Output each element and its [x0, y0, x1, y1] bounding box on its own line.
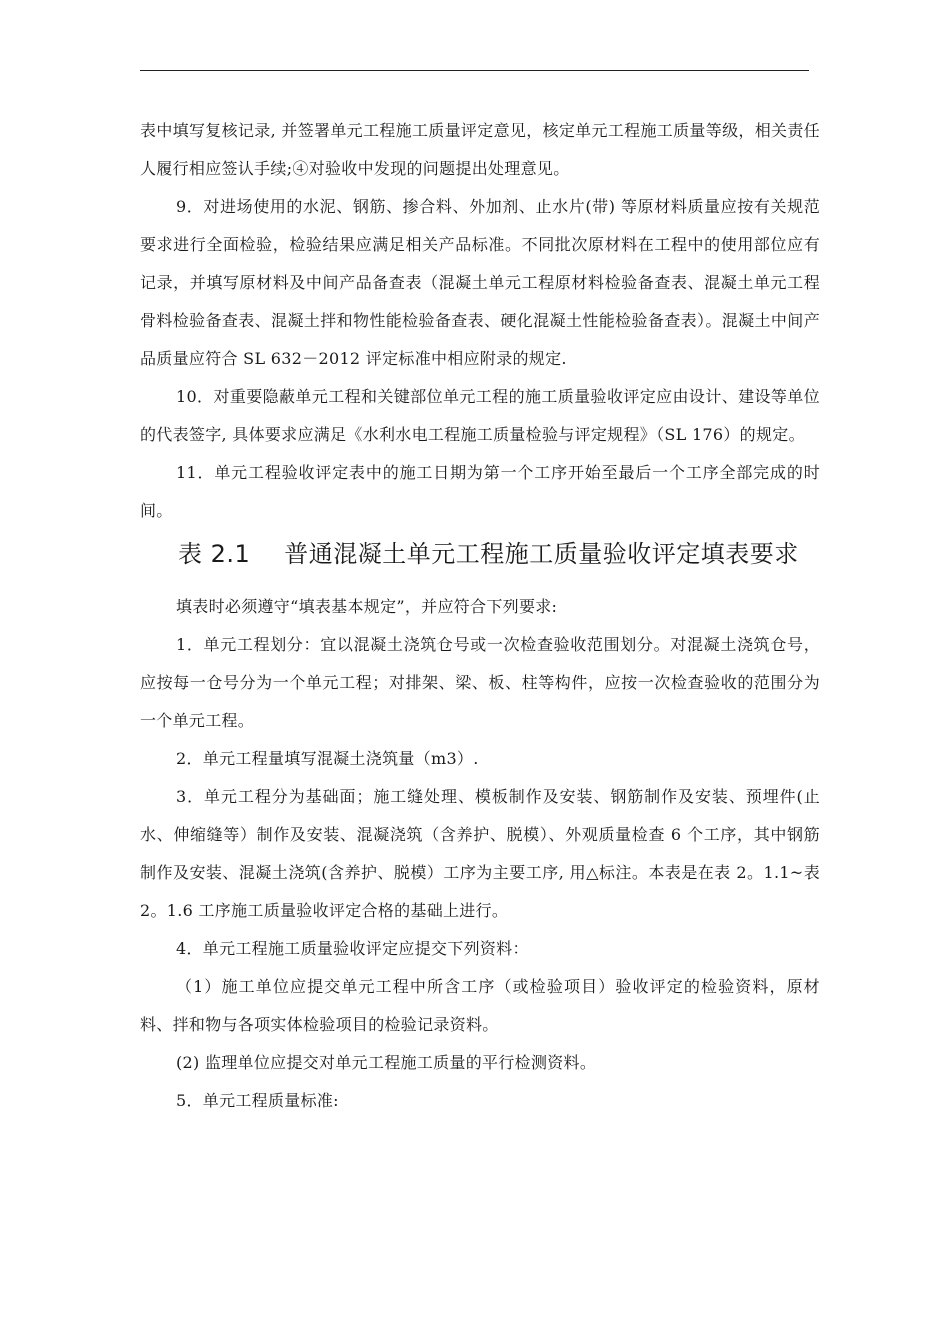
paragraph-rule-4: 4．单元工程施工质量验收评定应提交下列资料： — [176, 939, 529, 958]
document-body — [140, 112, 820, 1120]
paragraph-continued: 表中填写复核记录, 并签署单元工程施工质量评定意见，核定单元工程施工质量等级，相关责任人履行相应签认手续;④对验收中发现的问题提出处理意见。 — [140, 121, 820, 178]
paragraph-item-9: 9．对进场使用的水泥、钢筋、掺合料、外加剂、止水片(带) 等原材料质量应按有关规范要求进行全面检验，检验结果应满足相关产品标准。不同批次原材料在工程中的使用部位应有记录，并填写原材料及中间产品备查表（混凝土单元工程原材料检验备查表、混凝土单元工程骨料检验备查表、混凝土拌和物性能检验备查表、硬化混凝土性能检验备查表）。混凝土中间产品质量应符合 SL 632－2012 评定标准中相应附录的规定. — [140, 197, 820, 368]
section-title-text: 普通混凝土单元工程施工质量验收评定填表要求 — [284, 540, 799, 568]
paragraph-rule-2: 2．单元工程量填写混凝土浇筑量（m3）. — [176, 749, 479, 768]
paragraph-rule-3: 3．单元工程分为基础面；施工缝处理、模板制作及安装、钢筋制作及安装、预埋件(止水、伸缩缝等）制作及安装、混凝浇筑（含养护、脱模）、外观质量检查 6 个工序，其中钢筋制作及安装、混凝土浇筑(含养护、脱模）工序为主要工序, 用△标注。本表是在表 2。1.1~表 2。1.6 工序施工质量验收评定合格的基础上进行。 — [140, 787, 820, 920]
section-title-number: 表 2.1 — [178, 540, 251, 568]
paragraph-rule-1: 1．单元工程划分：宜以混凝土浇筑仓号或一次检查验收范围划分。对混凝土浇筑仓号，应按每一仓号分为一个单元工程；对排架、梁、板、柱等构件，应按一次检查验收的范围分为一个单元工程。 — [140, 635, 820, 730]
paragraph-item-11: 11．单元工程验收评定表中的施工日期为第一个工序开始至最后一个工序全部完成的时间。 — [140, 463, 820, 520]
paragraph-rule-5: 5．单元工程质量标准: — [176, 1091, 339, 1110]
paragraph-intro: 填表时必须遵守“填表基本规定”，并应符合下列要求: — [176, 597, 558, 616]
section-title — [178, 534, 820, 574]
header-rule — [140, 70, 809, 71]
paragraph-item-10: 10．对重要隐蔽单元工程和关键部位单元工程的施工质量验收评定应由设计、建设等单位的代表签字, 具体要求应满足《水利水电工程施工质量检验与评定规程》（SL 176）的规定。 — [140, 387, 820, 444]
paragraph-rule-4-2: (2) 监理单位应提交对单元工程施工质量的平行检测资料。 — [176, 1053, 597, 1072]
paragraph-rule-4-1: （1）施工单位应提交单元工程中所含工序（或检验项目）验收评定的检验资料，原材料、拌和物与各项实体检验项目的检验记录资料。 — [140, 977, 820, 1034]
